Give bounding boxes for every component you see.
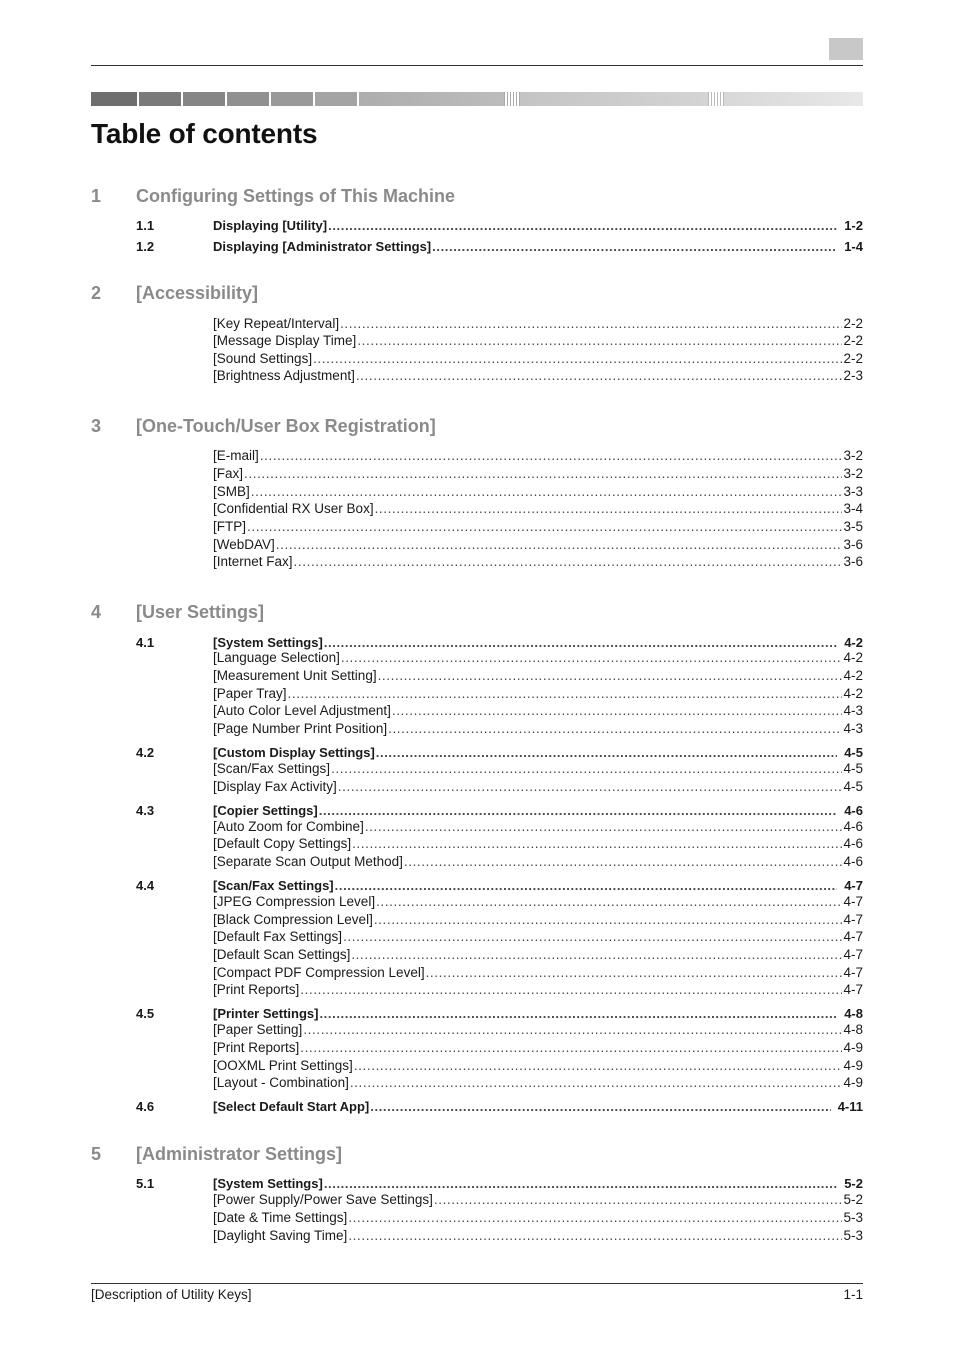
- toc-entry-label: [Print Reports]: [213, 982, 300, 997]
- chapter-heading[interactable]: [91, 283, 863, 309]
- page-title: Table of contents: [91, 118, 318, 149]
- toc-entry-page: 4-9: [843, 1040, 863, 1055]
- toc-entry[interactable]: [213, 778, 863, 795]
- dot-leader: [319, 802, 837, 819]
- toc-entry-page: 4-6: [843, 819, 863, 834]
- dot-leader: [294, 553, 843, 570]
- toc-entry-label: [Key Repeat/Interval]: [213, 316, 340, 331]
- toc-entry-page: 4-9: [843, 1075, 863, 1090]
- toc-entry-page: 3-6: [843, 554, 863, 569]
- toc-entry[interactable]: [213, 835, 863, 852]
- toc-section-entry[interactable]: [213, 877, 863, 894]
- dot-leader: [375, 500, 843, 517]
- toc-entry-label: [Layout - Combination]: [213, 1075, 349, 1090]
- toc-entry-page: 4-2: [844, 635, 863, 650]
- toc-entry-page: 2-2: [843, 351, 863, 366]
- dot-leader: [288, 685, 843, 702]
- toc-entry-label: [Brightness Adjustment]: [213, 368, 355, 383]
- toc-entry-page: 2-2: [843, 316, 863, 331]
- dot-leader: [388, 720, 842, 737]
- section-number: 4.5: [136, 1006, 155, 1021]
- dot-leader: [351, 946, 842, 963]
- toc-section-entry[interactable]: [213, 802, 863, 819]
- dot-leader: [392, 702, 843, 719]
- dot-leader: [374, 911, 843, 928]
- toc-entry-page: 4-7: [843, 947, 863, 962]
- toc-entry-page: 4-9: [843, 1058, 863, 1073]
- toc-entry-label: [Paper Setting]: [213, 1022, 303, 1037]
- dot-leader: [300, 1039, 842, 1056]
- toc-entry[interactable]: [213, 702, 863, 719]
- toc-entry-page: 4-3: [843, 703, 863, 718]
- toc-entry-page: 3-2: [843, 448, 863, 463]
- toc-entry-page: 4-5: [844, 745, 863, 760]
- toc-entry-page: 4-6: [843, 854, 863, 869]
- toc-entry-page: 4-2: [843, 668, 863, 683]
- section-number: 4.1: [136, 635, 155, 650]
- dot-leader: [432, 238, 837, 255]
- toc-entry-label: [Fax]: [213, 466, 244, 481]
- toc-entry[interactable]: [213, 649, 863, 666]
- dot-leader: [313, 350, 842, 367]
- dot-leader: [251, 483, 843, 500]
- toc-entry-label: [System Settings]: [213, 1176, 323, 1191]
- toc-entry[interactable]: [213, 1191, 863, 1208]
- section-number: 1.2: [136, 239, 155, 254]
- toc-entry-page: 4-7: [843, 894, 863, 909]
- toc-entry-label: [Auto Color Level Adjustment]: [213, 703, 391, 718]
- toc-entry[interactable]: [213, 536, 863, 553]
- toc-entry-label: [Black Compression Level]: [213, 912, 373, 927]
- dot-leader: [357, 332, 842, 349]
- toc-entry-page: 3-2: [843, 466, 863, 481]
- toc-entry-page: 4-2: [843, 686, 863, 701]
- toc-entry[interactable]: [213, 447, 863, 464]
- toc-entry[interactable]: [213, 518, 863, 535]
- toc-entry[interactable]: [213, 332, 863, 349]
- toc-entry[interactable]: [213, 685, 863, 702]
- dot-leader: [365, 818, 843, 835]
- toc-entry-label: [Measurement Unit Setting]: [213, 668, 377, 683]
- toc-entry-label: [FTP]: [213, 519, 246, 534]
- dot-leader: [376, 744, 837, 761]
- toc-entry[interactable]: [213, 1057, 863, 1074]
- dot-leader: [276, 536, 843, 553]
- section-number: 5.1: [136, 1176, 155, 1191]
- toc-section-entry[interactable]: [213, 1005, 863, 1022]
- chapter-heading[interactable]: [91, 602, 863, 628]
- toc-entry-label: [Print Reports]: [213, 1040, 300, 1055]
- toc-entry-page: 3-3: [843, 484, 863, 499]
- toc-entry-label: [Daylight Saving Time]: [213, 1228, 348, 1243]
- toc-entry-page: 2-3: [843, 368, 863, 383]
- footer-document-title: [Description of Utility Keys]: [91, 1287, 252, 1302]
- dot-leader: [356, 367, 843, 384]
- dot-leader: [343, 928, 842, 945]
- section-number: 1.1: [136, 218, 155, 233]
- toc-entry-page: 5-2: [844, 1176, 863, 1191]
- toc-entry[interactable]: [213, 964, 863, 981]
- toc-entry-label: [Display Fax Activity]: [213, 779, 337, 794]
- toc-entry-page: 4-6: [843, 836, 863, 851]
- chapter-heading[interactable]: [91, 186, 863, 212]
- toc-entry[interactable]: [213, 367, 863, 384]
- toc-entry[interactable]: [213, 818, 863, 835]
- toc-section-entry[interactable]: [213, 1098, 863, 1115]
- chapter-heading[interactable]: [91, 416, 863, 442]
- chapter-title: [One-Touch/User Box Registration]: [136, 416, 436, 436]
- toc-entry-page: 4-7: [843, 912, 863, 927]
- toc-entry-page: 3-5: [843, 519, 863, 534]
- toc-entry-label: [Confidential RX User Box]: [213, 501, 374, 516]
- toc-entry[interactable]: [213, 350, 863, 367]
- dot-leader: [331, 760, 842, 777]
- toc-entry[interactable]: [213, 1227, 863, 1244]
- toc-entry-label: [Internet Fax]: [213, 554, 293, 569]
- toc-entry-label: [Custom Display Settings]: [213, 745, 375, 760]
- section-number: 4.3: [136, 803, 155, 818]
- section-number: 4.4: [136, 878, 155, 893]
- dot-leader: [404, 853, 843, 870]
- toc-entry-page: 5-3: [843, 1228, 863, 1243]
- toc-entry-label: [Date & Time Settings]: [213, 1210, 348, 1225]
- toc-entry-page: 4-11: [837, 1099, 863, 1114]
- toc-entry-page: 3-6: [843, 537, 863, 552]
- dot-leader: [348, 1227, 842, 1244]
- chapter-title: [User Settings]: [136, 602, 265, 622]
- bottom-rule: [91, 1283, 863, 1284]
- toc-entry-label: [OOXML Print Settings]: [213, 1058, 353, 1073]
- toc-entry-page: 4-6: [844, 803, 863, 818]
- toc-section-entry[interactable]: [213, 238, 863, 255]
- toc-entry-label: [Default Copy Settings]: [213, 836, 352, 851]
- toc-entry-label: [Default Scan Settings]: [213, 947, 351, 962]
- toc-entry-label: [Scan/Fax Settings]: [213, 761, 331, 776]
- chapter-number: 5: [91, 1144, 102, 1164]
- section-number: 4.2: [136, 745, 155, 760]
- toc-entry-page: 5-2: [843, 1192, 863, 1207]
- chapter-number: 4: [91, 602, 102, 622]
- toc-entry[interactable]: [213, 315, 863, 332]
- toc-entry-page: 4-2: [843, 650, 863, 665]
- toc-entry-label: Displaying [Utility]: [213, 218, 328, 233]
- dot-leader: [303, 1021, 842, 1038]
- toc-entry[interactable]: [213, 500, 863, 517]
- toc-entry[interactable]: [213, 483, 863, 500]
- toc-entry-page: 4-7: [843, 982, 863, 997]
- toc-entry-label: [Sound Settings]: [213, 351, 313, 366]
- toc-entry-label: Displaying [Administrator Settings]: [213, 239, 432, 254]
- chapter-title: [Accessibility]: [136, 283, 259, 303]
- toc-entry-page: 1-2: [844, 218, 863, 233]
- dot-leader: [426, 964, 843, 981]
- dot-leader: [300, 981, 842, 998]
- toc-entry-label: [Auto Zoom for Combine]: [213, 819, 364, 834]
- toc-entry[interactable]: [213, 1074, 863, 1091]
- dot-leader: [378, 667, 843, 684]
- chapter-heading[interactable]: [91, 1144, 863, 1170]
- toc-entry-label: [Message Display Time]: [213, 333, 357, 348]
- footer-page-number: 1-1: [843, 1287, 863, 1302]
- toc-entry-label: [Scan/Fax Settings]: [213, 878, 334, 893]
- dot-leader: [348, 1209, 842, 1226]
- toc-entry[interactable]: [213, 465, 863, 482]
- toc-entry[interactable]: [213, 928, 863, 945]
- toc-entry-label: [Page Number Print Position]: [213, 721, 388, 736]
- toc-entry-label: [Default Fax Settings]: [213, 929, 343, 944]
- dot-leader: [354, 1057, 843, 1074]
- toc-entry-page: 4-7: [843, 929, 863, 944]
- toc-entry[interactable]: [213, 1021, 863, 1038]
- chapter-title: [Administrator Settings]: [136, 1144, 343, 1164]
- chapter-number: 3: [91, 416, 102, 436]
- toc-entry-label: [Paper Tray]: [213, 686, 287, 701]
- dot-leader: [247, 518, 842, 535]
- toc-entry-label: [Language Selection]: [213, 650, 340, 665]
- toc-entry-page: 4-8: [844, 1006, 863, 1021]
- dot-leader: [341, 649, 843, 666]
- dot-leader: [335, 877, 838, 894]
- toc-entry-page: 4-3: [843, 721, 863, 736]
- toc-entry-label: [E-mail]: [213, 448, 259, 463]
- toc-entry[interactable]: [213, 760, 863, 777]
- toc-entry-label: [JPEG Compression Level]: [213, 894, 376, 909]
- toc-entry-label: [Power Supply/Power Save Settings]: [213, 1192, 433, 1207]
- toc-entry-page: 1-4: [844, 239, 863, 254]
- toc-entry-label: [Separate Scan Output Method]: [213, 854, 403, 869]
- toc-entry[interactable]: [213, 911, 863, 928]
- toc-entry-page: 2-2: [843, 333, 863, 348]
- toc-entry-label: [Copier Settings]: [213, 803, 318, 818]
- toc-entry-label: [SMB]: [213, 484, 250, 499]
- toc-entry-page: 4-7: [843, 965, 863, 980]
- toc-section-entry[interactable]: [213, 217, 863, 234]
- dot-leader: [352, 835, 842, 852]
- dot-leader: [350, 1074, 843, 1091]
- dot-leader: [370, 1098, 830, 1115]
- toc-entry[interactable]: [213, 720, 863, 737]
- toc-section-entry[interactable]: [213, 744, 863, 761]
- toc-entry-page: 3-4: [843, 501, 863, 516]
- toc-entry-page: 4-5: [843, 779, 863, 794]
- toc-entry-label: [Select Default Start App]: [213, 1099, 370, 1114]
- dot-leader: [338, 778, 843, 795]
- toc-entry-page: 5-3: [843, 1210, 863, 1225]
- chapter-title: Configuring Settings of This Machine: [136, 186, 455, 206]
- chapter-number: 1: [91, 186, 102, 206]
- toc-entry[interactable]: [213, 981, 863, 998]
- dot-leader: [324, 1175, 837, 1192]
- toc-section-entry[interactable]: [213, 1175, 863, 1192]
- dot-leader: [328, 217, 837, 234]
- toc-entry[interactable]: [213, 1039, 863, 1056]
- toc-entry[interactable]: [213, 553, 863, 570]
- toc-entry[interactable]: [213, 1209, 863, 1226]
- dot-leader: [376, 893, 842, 910]
- toc-entry-page: 4-8: [843, 1022, 863, 1037]
- dot-leader: [260, 447, 843, 464]
- toc-entry-label: [WebDAV]: [213, 537, 275, 552]
- toc-entry-label: [Compact PDF Compression Level]: [213, 965, 425, 980]
- dot-leader: [434, 1191, 843, 1208]
- toc-entry[interactable]: [213, 893, 863, 910]
- dot-leader: [319, 1005, 837, 1022]
- dot-leader: [340, 315, 842, 332]
- toc-entry[interactable]: [213, 667, 863, 684]
- toc-entry[interactable]: [213, 853, 863, 870]
- toc-entry[interactable]: [213, 946, 863, 963]
- section-number: 4.6: [136, 1099, 155, 1114]
- toc-entry-page: 4-7: [844, 878, 863, 893]
- toc-entry-page: 4-5: [843, 761, 863, 776]
- toc-entry-label: [System Settings]: [213, 635, 323, 650]
- toc-entry-label: [Printer Settings]: [213, 1006, 319, 1021]
- chapter-number: 2: [91, 283, 102, 303]
- dot-leader: [244, 465, 842, 482]
